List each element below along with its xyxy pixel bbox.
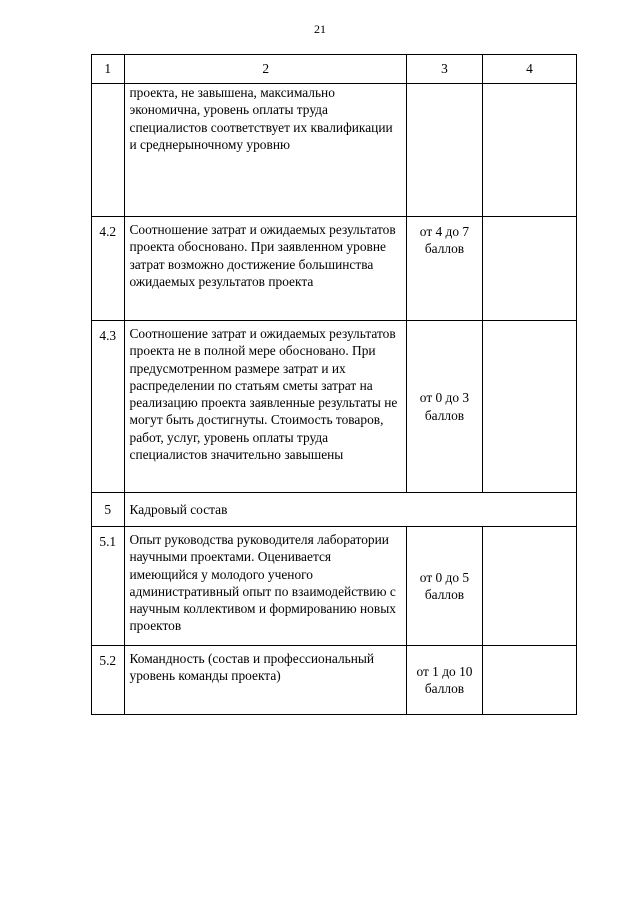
row-number: 5.2 xyxy=(92,646,125,715)
column-header: 1 xyxy=(92,55,125,84)
table-row xyxy=(92,646,577,715)
criterion-text: Опыт руководства руководителя лаборатории научными проектами. Оценивается имеющийся у молодого ученого административный опыт по взаимодействию с научным коллективом и формированию новых проектов xyxy=(124,527,407,646)
row-number: 4.2 xyxy=(92,217,125,321)
column-header: 3 xyxy=(407,55,483,84)
table-row xyxy=(92,321,577,493)
score-range: от 1 до 10 баллов xyxy=(407,646,483,715)
score-range: от 4 до 7 баллов xyxy=(407,217,483,321)
note-cell xyxy=(482,84,576,217)
criterion-text: проекта, не завышена, максимально экономична, уровень оплаты труда специалистов соответствует их квалификации и среднерыночному уровню xyxy=(124,84,407,217)
table-row xyxy=(92,84,577,217)
section-title: Кадровый состав xyxy=(124,493,577,527)
row-number xyxy=(92,84,125,217)
note-cell xyxy=(482,646,576,715)
criterion-text: Соотношение затрат и ожидаемых результатов проекта обосновано. При заявленном уровне затрат возможно достижение большинства ожидаемых результатов проекта xyxy=(124,217,407,321)
table-header-row xyxy=(92,55,577,84)
column-header: 4 xyxy=(482,55,576,84)
score-range xyxy=(407,84,483,217)
criteria-table xyxy=(91,54,577,715)
row-number: 4.3 xyxy=(92,321,125,493)
criterion-text: Соотношение затрат и ожидаемых результатов проекта не в полной мере обосновано. При предусмотренном размере затрат и их распределении по статьям сметы затрат на реализацию проекта заявленные результаты не могут быть достигнуты. Стоимость товаров, работ, услуг, уровень оплаты труда специалистов значительно завышены xyxy=(124,321,407,493)
score-range: от 0 до 3 баллов xyxy=(407,321,483,493)
criterion-text: Командность (состав и профессиональный уровень команды проекта) xyxy=(124,646,407,715)
column-header: 2 xyxy=(124,55,407,84)
table-row xyxy=(92,217,577,321)
section-row xyxy=(92,493,577,527)
section-number: 5 xyxy=(92,493,125,527)
note-cell xyxy=(482,321,576,493)
note-cell xyxy=(482,527,576,646)
note-cell xyxy=(482,217,576,321)
table-row xyxy=(92,527,577,646)
row-number: 5.1 xyxy=(92,527,125,646)
score-range: от 0 до 5 баллов xyxy=(407,527,483,646)
page-number: 21 xyxy=(314,22,326,36)
